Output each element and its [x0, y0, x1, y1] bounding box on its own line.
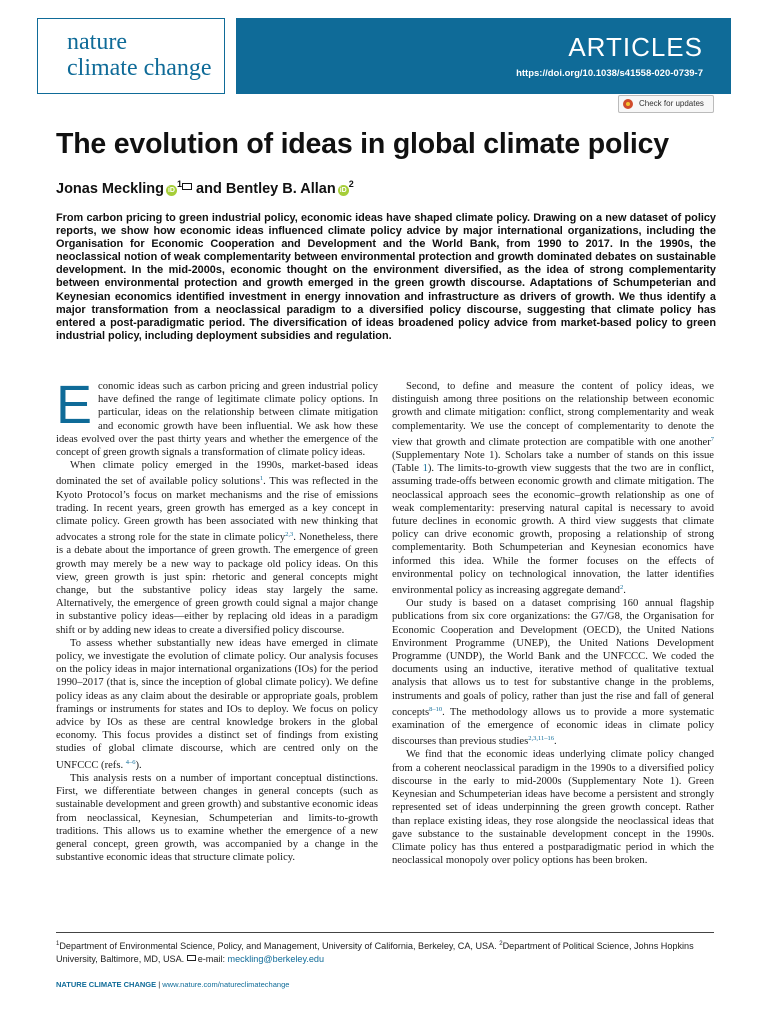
paragraph-text: (Supplementary Note 1). Scholars take a number of stands on this issue (Table — [392, 450, 714, 475]
crossmark-icon — [623, 99, 633, 109]
reference-link[interactable]: 8–10 — [429, 705, 443, 713]
table-link[interactable]: 1 — [422, 463, 428, 475]
abstract: From carbon pricing to green industrial policy, economic ideas have shaped climate policy. Drawing on a new dataset of policy reports, we show how economic ideas influenced climate policy advice by major international organizations, including the Organisation for Economic Cooperation and Development and the World Bank, from 1990 to 2017. In the 1990s, the neoclassical notion of weak complementarity between environmental protection and growth dominated debates on sustainable development. In the mid-2000s, economic thought on the environment diversified, as the idea of strong complementarity between environmental protection and growth emerged in the green growth discourse. Adaptations of Schumpeterian and Keynesian economics identified investment in energy innovation and infrastructure as drivers of growth. We thus identify a major transformation from a neoclassical paradigm to a diversified policy discourse, suggesting that climate policy has entered a post-paradigmatic period. The diversification of ideas broadened policy advice from market-based policy to green industrial policy, including deployment subsidies and regulation. — [56, 212, 716, 342]
paragraph — [56, 375, 378, 459]
paragraph-text: Our study is based on a dataset comprising 160 annual flagship publications from six core organizations: the G7/G8, the Organisation for Economic Cooperation and Development (OECD), the United Nations Environment Programme (UNEP), the United Nations Development Programme (UNDP), the World Bank and the UNFCCC. We coded the documents using an inductive, iterative method of qualitative textual analysis that allows us to test for substantive change in the problems, instruments and goals of policy, rather than just the rise and fall of general concepts — [392, 598, 714, 718]
affiliation-text: Department of Political Science, Johns Hopkins University, Baltimore, MD, USA. — [56, 941, 694, 964]
author-affiliation-sup: 1 — [176, 179, 182, 189]
footnote-divider — [56, 932, 714, 933]
paragraph-text: . Nonetheless, there is a debate about the importance of green growth. The emergence of green growth may merely be a new way to package old policy ideas. On this view, green growth is just spin: rhetoric and general concepts might change, but the substantive policy ideas stay largely the same. Alternatively, the emergence of green growth could signal a major change in substantive policy ideas—either by replacing old ideas in a paradigm shift or by adding new ideas to create a diversified policy discourse. — [56, 532, 378, 636]
author-name[interactable]: Jonas Meckling — [56, 180, 164, 197]
paragraph-text: ). The limits-to-growth view suggests that the two are in conflict, assuming trade-offs between economic growth and climate mitigation. The neoclassical approach sees the economic–growth relationship as one of weak complementarity: preserving natural capital is necessary to avoid future declines in economic growth. A third view suggests that climate policy can drive economic growth, proposing a relationship of strong complementarity. Both Schumpeterian and Keynesian economics have informed this idea. While the former focuses on the effects of environmental policy on technological innovation, the latter identifies environmental policy as increasing aggregate demand — [392, 463, 714, 597]
footer-journal: NATURE CLIMATE CHANGE — [56, 980, 157, 989]
article-banner — [236, 18, 731, 94]
paragraph — [392, 380, 714, 597]
author-line — [56, 179, 354, 197]
author-name[interactable]: Bentley B. Allan — [225, 180, 336, 197]
article-title: The evolution of ideas in global climate policy — [56, 128, 669, 160]
page-footer — [56, 980, 289, 989]
reference-link[interactable]: 4–6 — [125, 758, 136, 766]
journal-name-line2: climate change — [67, 55, 212, 81]
paragraph — [392, 597, 714, 748]
footer-url-link[interactable]: www.nature.com/natureclimatechange — [162, 980, 290, 989]
reference-link[interactable]: 2,3 — [285, 531, 294, 539]
paragraph-text: conomic ideas such as carbon pricing and green industrial policy have defined the range of legitimate climate policy options. In particular, ideas on the relationship between climate mitigation and economic growth have been influential. We ask how these ideas evolved over the past thirty years and whether the emergence of the concept of green growth signals a transformation of climate policy ideas. — [56, 381, 378, 459]
paragraph-text: ). — [135, 759, 142, 771]
paragraph-text: To assess whether substantially new ideas have emerged in climate policy, we investigate the evolution of climate policy. Our analysis focuses on the policy ideas in major international organizations (IOs) for the period 1990–2017 (that is, since the inception of global climate policy). We define policy ideas as any claim about the desirable or appropriate goals, problem framings or instruments for states and IOs to deploy. We focus on policy advice by IOs as these are central knowledge brokers in the global economy. This focus provides a distinct set of findings from existing studies of global climate discourse, which are centred only on the UNFCCC (refs. — [56, 637, 378, 771]
paragraph-text: When climate policy emerged in the 1990s, market-based ideas dominated the set of available policy solutions — [56, 460, 378, 488]
affiliation-sup: 2 — [499, 941, 503, 947]
paragraph-text: . — [554, 736, 557, 748]
paragraph — [56, 637, 378, 772]
affiliation-sup: 1 — [56, 941, 60, 947]
reference-link[interactable]: 2,3,11–16 — [528, 735, 554, 743]
check-updates-label: Check for updates — [639, 99, 704, 108]
orcid-icon[interactable]: iD — [339, 186, 347, 194]
paragraph-text: . The methodology allows us to provide a more systematic examination of the emergence of economic ideas in climate policy discourses than previous studies — [392, 706, 714, 748]
author-joiner: and — [192, 180, 226, 197]
paragraph-text: . — [623, 585, 626, 597]
paragraph — [392, 748, 714, 867]
paragraph-text: Second, to define and measure the content of policy ideas, we distinguish among three positions on the relationship between economic growth and climate mitigation: conflict, strong complementarity and weak complementarity. We use the concept of complementarity to denote the view that growth and climate protection are compatible with one another — [392, 381, 714, 448]
author-affiliation-sup: 2 — [348, 179, 354, 189]
doi-link[interactable]: https://doi.org/10.1038/s41558-020-0739-7 — [516, 68, 703, 79]
article-type: ARTICLES — [568, 32, 703, 62]
orcid-icon[interactable]: iD — [167, 186, 175, 194]
paragraph-text: We find that the economic ideas underlying climate policy changed from a coherent neoclassical paradigm in the 1990s to a diversified policy discourse in the early to mid-2000s (Supplementary Note 1). Green Keynesian and Schumpeterian ideas have become a persistent and strongly represented set of ideas underpinning the green growth concept. Rather than replace existing ideas, they rose alongside the neoclassical ideas that gave substance to the sustainable development concept in the 1990s. Climate policy has thus entered a postparadigmatic period in which the neoclassical monopoly over policy options has been broken. — [392, 749, 714, 867]
email-envelope-icon[interactable] — [182, 183, 192, 190]
body-column-right — [392, 380, 714, 867]
email-envelope-icon — [187, 955, 196, 961]
body-column-left — [56, 375, 378, 864]
check-updates-button[interactable] — [618, 95, 714, 113]
email-link[interactable]: meckling@berkeley.edu — [227, 953, 325, 964]
affiliation-text: Department of Environmental Science, Policy, and Management, University of California, Berkeley, CA, USA. — [59, 941, 500, 952]
reference-link[interactable]: 1 — [259, 475, 264, 483]
journal-name-line1: nature — [67, 29, 127, 55]
paragraph — [56, 459, 378, 637]
reference-link[interactable]: 2 — [619, 584, 624, 592]
paragraph-text: . This was reflected in the Kyoto Protocol’s focus on market mechanisms and the rise of emissions trading. In recent years, green growth has emerged as a key concept in climate policy. Green growth has been associated with new thinking that advocates a strong role for the state in climate policy — [56, 476, 378, 544]
reference-link[interactable]: 7 — [710, 435, 714, 443]
journal-logo[interactable] — [37, 18, 225, 94]
footer-separator: | — [156, 980, 163, 989]
affiliations — [56, 938, 716, 965]
email-label: e-mail: — [197, 953, 228, 964]
drop-cap: E — [56, 375, 93, 435]
paragraph — [56, 772, 378, 864]
paragraph-text: This analysis rests on a number of important conceptual distinctions. First, we differentiate between changes in general concepts (such as sustainable development and green growth) and substantive economic ideas from neoclassical, Keynesian, Schumpeterian and limits-to-growth traditions. This allows us to examine whether the emergence of a new general concept, green growth, was accompanied by a change in the substantive economic ideas that structure climate policy. — [56, 772, 378, 864]
